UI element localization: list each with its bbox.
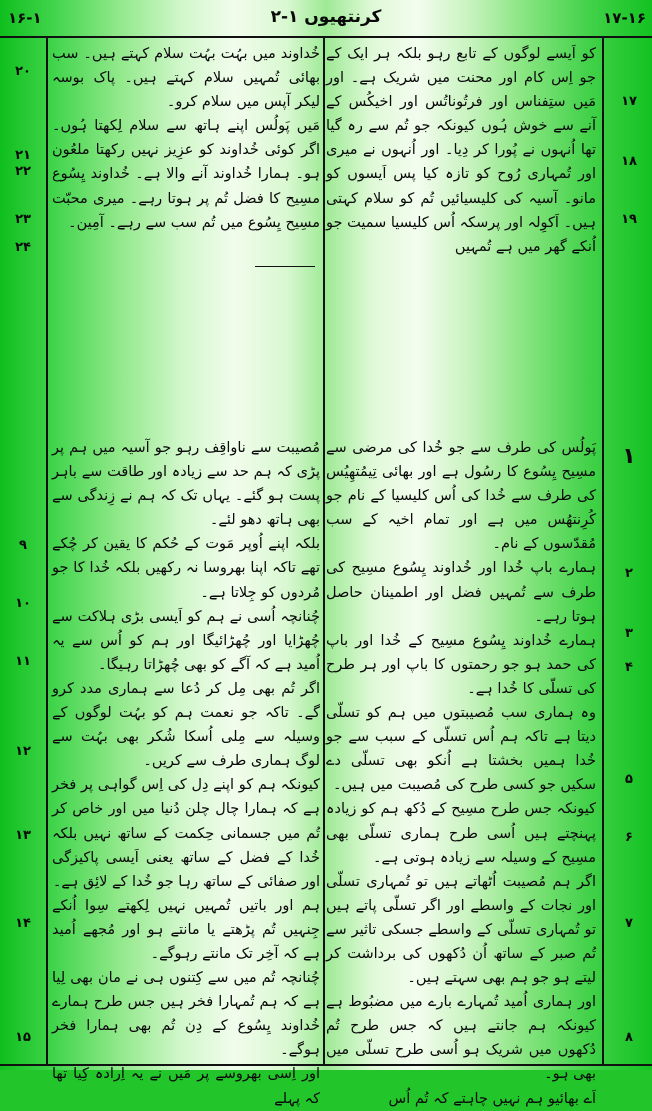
column-divider <box>323 36 325 1066</box>
verse-paragraph: مُصیبت سے ناواقِف رہو جو آسیہ میں ہم پر پڑی کہ ہم حد سے زیادہ اور طاقت سے باہر پست ہو گئے۔ یہاں تک کہ ہم نے زِندگی سے بھی ہاتھ دھو لئے۔ <box>52 440 320 529</box>
verse-number: ۲۳ <box>15 212 31 227</box>
verse-paragraph: چُنانچہ اُسی نے ہم کو اَیسی بڑی ہلاکت سے چُھڑایا اور چُھڑائیگا اور ہم کو اُس سے یہ اُمید ہے کہ آگے کو بھی چُھڑاتا رہیگا۔ <box>52 608 320 673</box>
verse-number: ۱۵ <box>15 1030 31 1045</box>
left-margin-rule <box>46 36 48 1066</box>
verse-paragraph: وہ ہماری سب مُصیبتوں میں ہم کو تسلّی دیتا ہے تاکہ ہم اُس تسلّی کے سبب سے جو خُدا ہمیں بخشتا ہے اُنکو بھی تسلّی دے سکیں جو کسی طرح کی مُصیبت میں ہیں۔ <box>326 705 596 794</box>
header-reference-left: ۱۶-۱ <box>8 9 42 27</box>
verse-number: ۷ <box>625 916 633 931</box>
verse-number: ۱۸ <box>621 154 637 169</box>
verse-paragraph: ہمارے خُداوند یِسُوع مسِیح کے خُدا اور باپ کی حمد ہو جو رحمتوں کا باپ اور ہر طرح کی تسلّی کا خُدا ہے۔ <box>326 632 596 697</box>
verse-number: ۲۰ <box>15 64 31 79</box>
verse-number: ۱۳ <box>15 828 31 843</box>
verse-paragraph: اَے بھائیو ہم نہیں چاہتے کہ تُم اُس <box>388 1090 596 1107</box>
verse-number: ۲ <box>625 566 633 581</box>
book-end-rule <box>255 266 315 267</box>
top-left-column <box>52 42 320 274</box>
top-right-paragraph: کو اَیسے لوگوں کے تابع رہو بلکہ ہر ایک کے جو اِس کام اور محنت میں شریک ہے۔ اور مَیں ستِفناس اور فرتُوناتُس اور اخیکُس کے آنے سے خوش ہُوں کیونکہ جو تُم سے رہ گیا تھا اُنہوں نے پُورا کر دِیا۔ اور اُنہوں نے میری اور تُمہاری رُوح کو تازہ کیا پس اَیسوں کو مانو۔ آسیہ کی کلیسیائیں تُم کو سلام کہتی ہیں۔ اَکوِلہ اور پرسکہ اُس کلیسیا سمیت جو اُنکے گھر میں ہے تُمہیں <box>326 46 596 255</box>
verse-paragraph: کیونکہ ہم کو اپنے دِل کی اِس گواہی پر فخر ہے کہ ہمارا چال چلن دُنیا میں اور خاص کر تُم میں جسمانی حِکمت کے ساتھ نہیں بلکہ خُدا کے فضل کے ساتھ یعنی اَیسی پاکیزگی اور صفائی کے ساتھ رہا جو خُدا کے لائِق ہے۔ <box>52 777 320 890</box>
verse-number: ۶ <box>625 830 633 845</box>
header-rule <box>0 36 652 38</box>
verse-paragraph: پَولُس کی طرف سے جو خُدا کی مرضی سے مسِیح یِسُوع کا رسُول ہے اور بھائی تِیمُتھِیُس کی طرف سے خُدا کی اُس کلیسیا کے نام جو کُرِنتھُس میں ہے اور تمام اخیہ کے سب مُقدّسوں کے نام۔ <box>326 440 596 553</box>
top-right-column <box>326 42 596 270</box>
verse-paragraph: اگر تُم بھی مِل کر دُعا سے ہماری مدد کرو گے۔ تاکہ جو نعمت ہم کو بہُت لوگوں کے وسیلہ سے مِلی اُسکا شُکر بھی بہُت سے لوگ ہماری طرف سے کریں۔ <box>52 680 320 770</box>
right-margin-rule <box>602 36 604 1066</box>
page-header <box>0 0 652 38</box>
verse-number: ۳ <box>625 626 633 641</box>
verse-number: ۱۴ <box>15 916 31 931</box>
verse-paragraph: بلکہ اپنے اُوپر مَوت کے حُکم کا یقین کر چُکے تھے تاکہ اپنا بھروسا نہ رکھیں بلکہ خُدا کا جو مُردوں کو جِلاتا ہے۔ <box>52 536 320 601</box>
verse-paragraph: اگر ہم مُصیبت اُٹھاتے ہیں تو تُمہاری تسلّی اور نجات کے واسطے اور اگر تسلّی پاتے ہیں تو تُمہاری تسلّی کے واسطے جسکی تاثیر سے تُم صبر کے ساتھ اُن دُکھوں کی برداشت کر لیتے ہو جو ہم بھی سہتے ہیں۔ <box>326 873 596 987</box>
verse-number: ۲۱ <box>15 148 31 163</box>
bottom-left-column <box>52 436 320 1107</box>
verse-paragraph: ہم اور باتیں تُمہیں نہیں لِکھتے سِوا اُنکے جِنہیں تُم پڑھتے یا مانتے ہو اور مُجھے اُمید ہے کہ آخِر تک مانتے رہوگے۔ <box>52 897 320 962</box>
verse-paragraph: ہمارے باپ خُدا اور خُداوند یِسُوع مسِیح کی طرف سے تُمہیں فضل اور اطمینان حاصل ہوتا رہے۔ <box>326 560 596 625</box>
chapter-marker: ۱ <box>622 444 636 469</box>
verse-number: ۱۱ <box>15 654 31 669</box>
verse-number: ۱۲ <box>15 744 31 759</box>
top-left-paragraph: مَیں پَولُس اپنے ہاتھ سے سلام لِکھتا ہُوں۔ اگر کوئی خُداوند کو عزِیز نہیں رکھتا ملعُون ہو۔ ہمارا خُداوند آنے والا ہے۔ خُداوند یِسُوع مسِیح کا فضل تُم پر ہوتا رہے۔ میری محبّت مسِیح یِسُوع میں تُم سب سے رہے۔ آمِین۔ <box>52 118 320 231</box>
header-title: ۲-۱ کرنتھیوں <box>270 7 382 27</box>
bottom-right-column <box>326 436 596 1107</box>
verse-number: ۲۲ <box>15 164 31 179</box>
header-reference-right: ۱۷-۱۶ <box>603 9 646 27</box>
verse-number: ۱۰ <box>15 596 31 611</box>
verse-paragraph: اور اِسی بھروسے پر مَیں نے یہ اِرادہ کِیا تھا کہ پہلے <box>52 1066 320 1107</box>
verse-number: ۲۴ <box>15 240 31 255</box>
verse-paragraph: کیونکہ جس طرح مسِیح کے دُکھ ہم کو زیادہ پہنچتے ہیں اُسی طرح ہماری تسلّی بھی مسِیح کے وسیلہ سے زیادہ ہوتی ہے۔ <box>326 801 596 866</box>
verse-paragraph: اور ہماری اُمید تُمہارے بارے میں مضبُوط ہے کیونکہ ہم جانتے ہیں کہ جس طرح تُم دُکھوں میں شریک ہو اُسی طرح تسلّی میں بھی ہو۔ <box>326 994 596 1083</box>
verse-number: ۸ <box>625 1030 633 1045</box>
verse-number: ۴ <box>625 660 633 675</box>
verse-number: ۱۹ <box>621 212 637 227</box>
verse-number: ۹ <box>19 538 27 553</box>
verse-paragraph: چُنانچہ تُم میں سے کِتنوں ہی نے مان بھی لِیا ہے کہ ہم تُمہارا فخر ہیں جس طرح ہمارے خُداوند یِسُوع کے دِن تُم بھی ہمارا فخر ہوگے۔ <box>52 970 320 1059</box>
verse-number: ۵ <box>625 772 633 787</box>
verse-number: ۱۷ <box>621 94 637 109</box>
top-left-paragraph: خُداوند میں بہُت بہُت سلام کہتے ہیں۔ سب بھائی تُمہیں سلام کہتے ہیں۔ پاک بوسہ لیکر آپس میں سلام کرو۔ <box>52 46 320 111</box>
